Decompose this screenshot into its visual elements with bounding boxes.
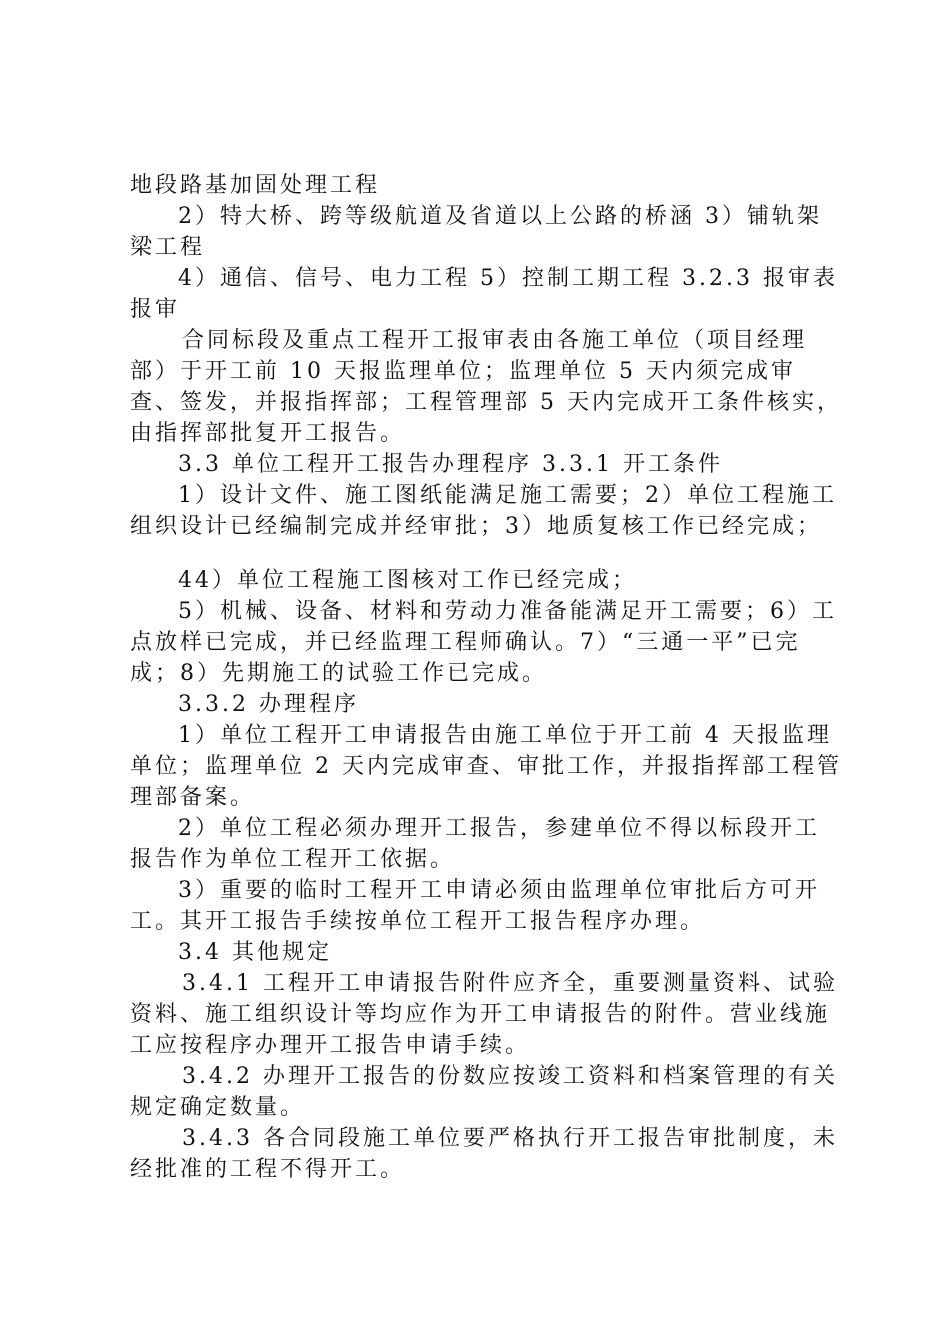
- paragraph-8: 5）机械、设备、材料和劳动力准备能满足开工需要；6）工点放样已完成，并已经监理工程师确认。7）“三通一平”已完成；8）先期施工的试验工作已完成。: [130, 599, 837, 686]
- document-body: [130, 170, 842, 1185]
- paragraph-11: 2）单位工程必须办理开工报告，参建单位不得以标段开工报告作为单位工程开工依据。: [130, 816, 820, 872]
- paragraph-6: 1）设计文件、施工图纸能满足施工需要；2）单位工程施工组织设计已经编制完成并经审批；3）地质复核工作已经完成；: [130, 483, 837, 539]
- paragraph-16: 3.4.3 各合同段施工单位要严格执行开工报告审批制度，未经批准的工程不得开工。: [130, 1126, 838, 1182]
- paragraph-gap: [130, 542, 842, 565]
- paragraph-2: 2）特大桥、跨等级航道及省道以上公路的桥涵 3）铺轨架梁工程: [130, 204, 822, 260]
- paragraph-12: 3）重要的临时工程开工申请必须由监理单位审批后方可开工。其开工报告手续按单位工程开工报告程序办理。: [130, 878, 820, 934]
- paragraph-3: 4）通信、信号、电力工程 5）控制工期工程 3.2.3 报审表报审: [130, 266, 838, 322]
- paragraph-7: 44）单位工程施工图核对工作已经完成；: [178, 568, 637, 593]
- paragraph-15: 3.4.2 办理开工报告的份数应按竣工资料和档案管理的有关规定确定数量。: [130, 1064, 838, 1120]
- paragraph-4: 合同标段及重点工程开工报审表由各施工单位（项目经理部）于开工前 10 天报监理单位；监理单位 5 天内须完成审查、签发，并报指挥部；工程管理部 5 天内完成开工条件核实，由指挥部批复开工报告。: [130, 328, 842, 446]
- paragraph-13: 3.4 其他规定: [178, 940, 332, 965]
- paragraph-14: 3.4.1 工程开工申请报告附件应齐全，重要测量资料、试验资料、施工组织设计等均应作为开工申请报告的附件。营业线施工应按程序办理开工报告申请手续。: [130, 971, 838, 1058]
- paragraph-1: 地段路基加固处理工程: [130, 173, 381, 198]
- paragraph-10: 1）单位工程开工申请报告由施工单位于开工前 4 天报监理单位；监理单位 2 天内完成审查、审批工作，并报指挥部工程管理部备案。: [130, 723, 842, 810]
- paragraph-5: 3.3 单位工程开工报告办理程序 3.3.1 开工条件: [178, 452, 723, 477]
- paragraph-9: 3.3.2 办理程序: [178, 692, 359, 717]
